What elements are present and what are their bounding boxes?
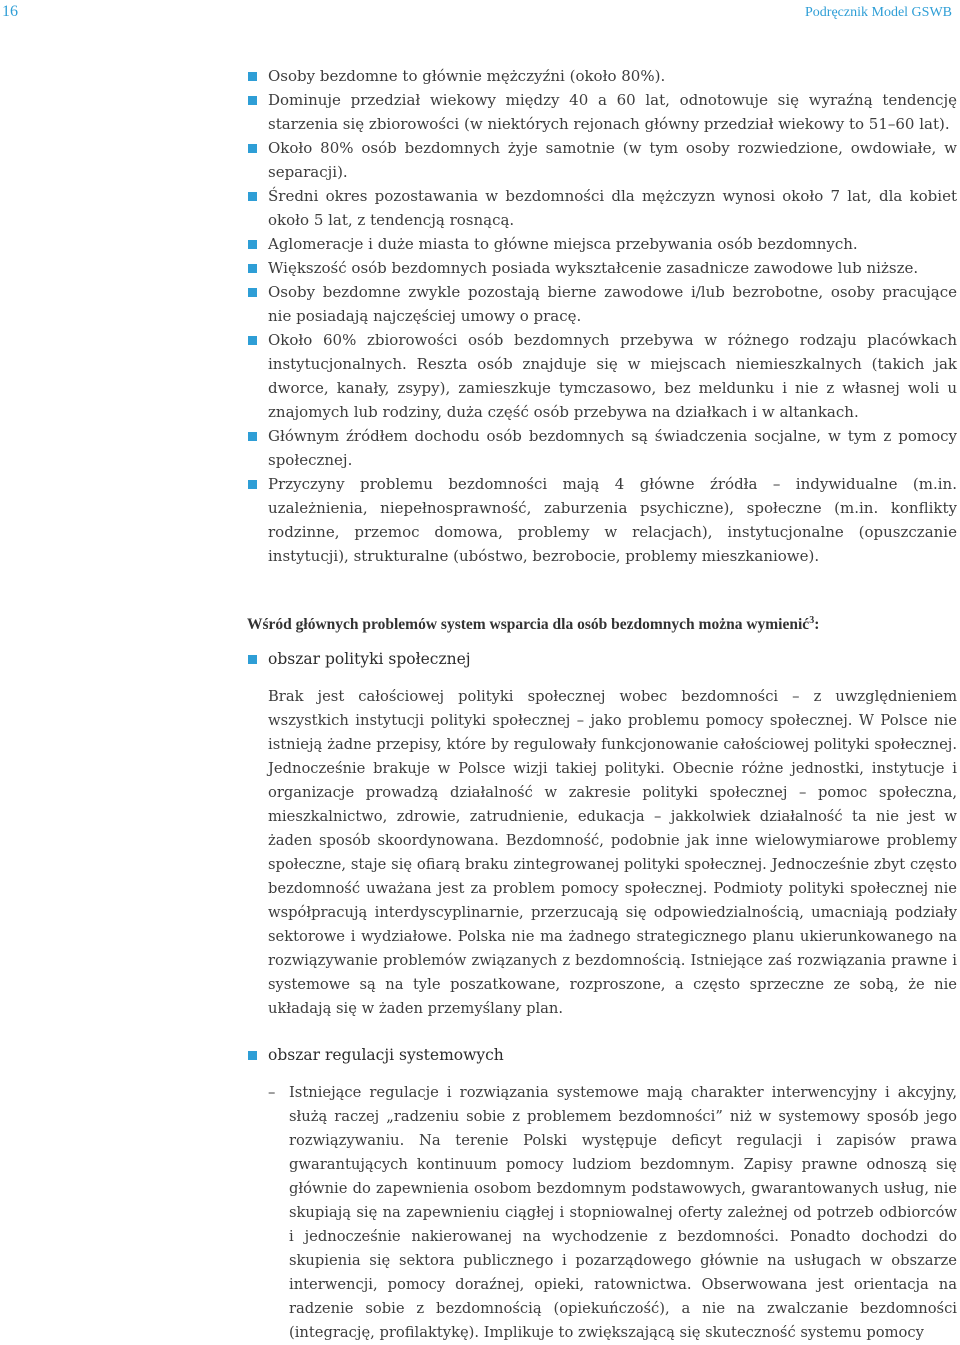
square-bullet-icon [248,288,257,297]
dash-list-item-text: Istniejące regulacje i rozwiązania systemowe mają charakter interwencyjny i akcyjny, służą raczej „radzeniu sobie z problemem bezdomności” niż w systemowy sposób jego rozwiązywaniu. Na terenie Polski występuje deficyt regulacji i zapisów prawa gwarantujących kontinuum pomocy ludziom bezdomnym. Zapisy prawne odnoszą się głównie do zapewnienia osobom bezdomnym podstawowych, gwarantowanych usług, nie skupiają się na zapewnieniu ciągłej i stopniowalnej oferty zależnej od potrzeb odbiorców i jednocześnie nakierowanej na wychodzenie z bezdomności. Ponadto dochodzi do skupienia się sektora publicznego i pozarządowego głównie na usługach w obszarze interwencji, pomocy doraźnej, opieki, ratownictwa. Obserwowana jest orientacja na radzenie sobie z bezdomnością (opiekuńczość), a nie na zwalczanie bezdomności (integrację, profilaktykę). Implikuje to zwiększającą się skuteczność systemu pomocy [289,1084,957,1342]
section-heading [247,609,957,637]
square-bullet-icon [248,480,257,489]
square-bullet-icon [248,1051,257,1060]
subsection-social-policy [247,647,957,671]
list-item-text: Większość osób bezdomnych posiada wykształcenie zasadnicze zawodowe lub niższe. [268,259,919,277]
page-number: 16 [2,3,18,20]
square-bullet-icon [248,432,257,441]
list-item [247,472,957,568]
footnote-reference[interactable]: 3 [809,615,815,626]
list-item-text: Średni okres pozostawania w bezdomności dla mężczyzn wynosi około 7 lat, dla kobiet około 5 lat, z tendencją rosnącą. [268,187,957,229]
list-item [247,184,957,232]
square-bullet-icon [248,192,257,201]
statistics-bullet-list [247,64,957,568]
list-item-text: Głównym źródłem dochodu osób bezdomnych są świadczenia socjalne, w tym z pomocy społecznej. [268,427,957,469]
square-bullet-icon [248,144,257,153]
list-item [247,256,957,280]
dash-list-item [247,1081,957,1345]
list-item [247,424,957,472]
square-bullet-icon [248,264,257,273]
list-item-text: Aglomeracje i duże miasta to główne miejsca przebywania osób bezdomnych. [268,235,858,253]
subsection-title: obszar polityki społecznej [268,650,471,669]
list-item-text: Około 60% zbiorowości osób bezdomnych przebywa w różnego rodzaju placówkach instytucjonalnych. Reszta osób znajduje się w miejscach niemieszkalnych (takich jak dworce, kanały, zsypy), zamieszkuje tymczasowo, bez meldunku i nie z własnej woli u znajomych lub rodziny, duża część osób przebywa na działkach i w altankach. [268,331,957,421]
list-item-text: Około 80% osób bezdomnych żyje samotnie (w tym osoby rozwiedzione, owdowiałe, w separacji). [268,139,957,181]
list-item [247,328,957,424]
section-heading-text: Wśród głównych problemów system wsparcia dla osób bezdomnych można wymienić [247,616,810,634]
square-bullet-icon [248,655,257,664]
square-bullet-icon [248,240,257,249]
list-item [247,232,957,256]
list-item-text: Osoby bezdomne zwykle pozostają bierne zawodowe i/lub bezrobotne, osoby pracujące nie posiadają najczęściej umowy o pracę. [268,283,957,325]
square-bullet-icon [248,72,257,81]
list-item [247,64,957,88]
dash-bullet: – [268,1084,276,1102]
section-heading-tail: : [814,616,820,634]
list-item-text: Osoby bezdomne to głównie mężczyźni (około 80%). [268,67,666,85]
square-bullet-icon [248,96,257,105]
subsection-title: obszar regulacji systemowych [268,1046,504,1065]
list-item-text: Dominuje przedział wiekowy między 40 a 60 lat, odnotowuje się wyraźną tendencję starzenia się zbiorowości (w niektórych rejonach główny przedział wiekowy to 51–60 lat). [268,91,957,133]
subsection-system-regulations [247,1043,957,1067]
list-item [247,88,957,136]
subsection-paragraph: Brak jest całościowej polityki społecznej wobec bezdomności – z uwzględnieniem wszystkich instytucji polityki społecznej – jako problemu pomocy społecznej. W Polsce nie istnieją żadne przepisy, które by regulowały funkcjonowanie całościowej polityki społecznej. Jednocześnie brakuje w Polsce wizji takiej polityki. Obecnie różne jednostki, instytucje i organizacje prowadzą działalność w zakresie polityki społecznej – pomoc społeczna, mieszkalnictwo, zdrowie, zatrudnienie, edukacja – jakkolwiek działalność ta nie jest w żaden sposób skoordynowana. Bezdomność, podobnie jak inne wielowymiarowe problemy społeczne, staje się ofiarą braku zintegrowanej polityki społecznej. Jednocześnie zbyt często bezdomność uważana jest za problem pomocy społecznej. Podmioty polityki społecznej nie współpracują interdyscyplinarnie, przerzucają się odpowiedzialnością, umacniają podziały sektorowe i wydziałowe. Polska nie ma żadnego strategicznego planu ukierunkowanego na rozwiązywanie problemów związanych z bezdomnością. Istniejące zaś rozwiązania prawne i systemowe są na tyle poszatkowane, rozproszone, a często sprzeczne ze sobą, że nie układają się w żaden przemyślany plan. [268,688,957,1018]
list-item-text: Przyczyny problemu bezdomności mają 4 główne źródła – indywidualne (m.in. uzależnienia, niepełnosprawność, zaburzenia psychiczne), społeczne (m.in. konflikty rodzinne, przemoc domowa, problemy w relacjach), instytucjonalne (opuszczanie instytucji), strukturalne (ubóstwo, bezrobocie, problemy mieszkaniowe). [268,475,957,565]
list-item [247,280,957,328]
page-content [247,64,957,1345]
list-item [247,136,957,184]
square-bullet-icon [248,336,257,345]
running-title: Podręcznik Model GSWB [805,5,952,20]
